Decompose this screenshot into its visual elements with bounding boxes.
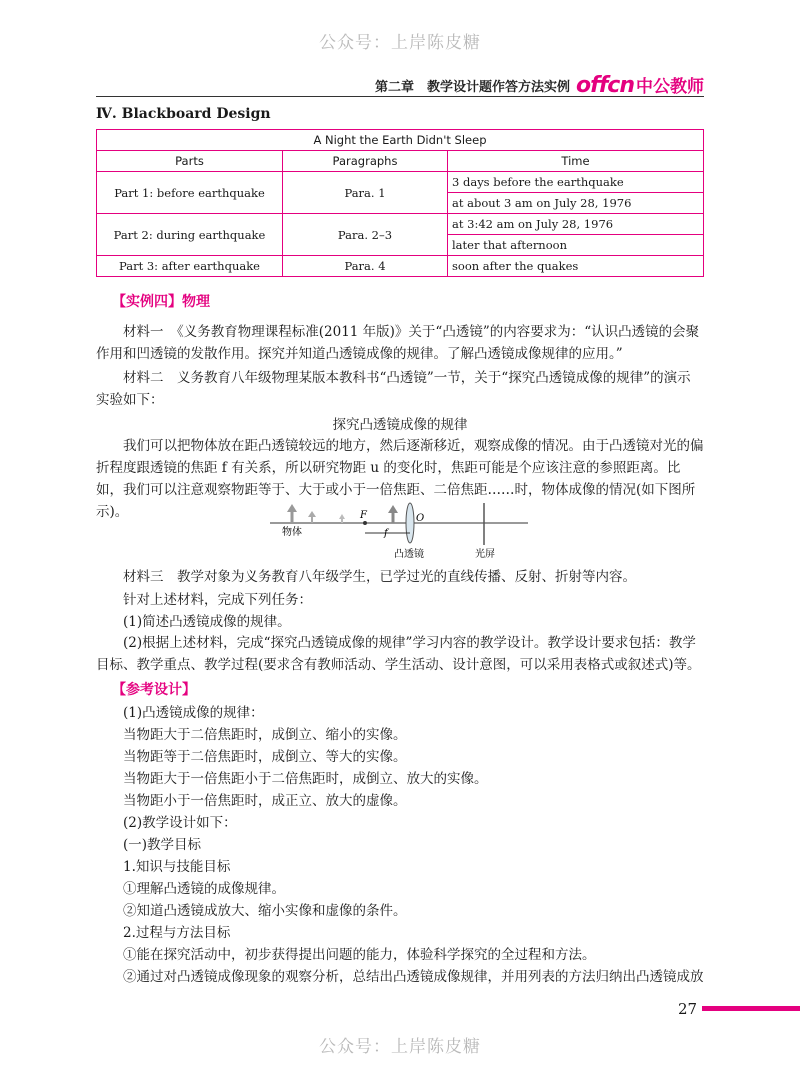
object-arrow-2-head (308, 511, 316, 517)
table-row (97, 172, 704, 193)
table-cell-time: later that afternoon (448, 235, 704, 256)
task-intro: 针对上述材料，完成下列任务： (123, 592, 312, 608)
convex-lens (406, 503, 414, 543)
object-arrow-3-head (339, 514, 345, 519)
screen-label: 光屏 (475, 549, 495, 560)
table-title: A Night the Earth Didn't Sleep (97, 130, 704, 151)
object-arrow-4-head (388, 505, 398, 513)
chapter-title: 第二章 教学设计题作答方法实例 (375, 79, 571, 95)
table-header-parts: Parts (97, 151, 283, 172)
focus-dot (363, 521, 367, 525)
goal-1-item: ②知道凸透镜成放大、缩小实像和虚像的条件。 (123, 903, 407, 919)
goal-heading: (一)教学目标 (123, 837, 202, 853)
table-row (97, 256, 704, 277)
table-cell-time: at 3:42 am on July 28, 1976 (448, 214, 704, 235)
goal-2-item: ①能在探究活动中，初步获得提出问题的能力，体验科学探究的全过程和方法。 (123, 947, 596, 963)
answer-1-line: 当物距大于二倍焦距时，成倒立、缩小的实像。 (123, 727, 407, 743)
answer-1-line: 当物距等于二倍焦距时，成倒立、等大的实像。 (123, 749, 407, 765)
brand-logo (576, 72, 704, 98)
table-row (97, 214, 704, 235)
focus-label: F (360, 510, 367, 521)
table-header-time: Time (448, 151, 704, 172)
table-header-paragraphs: Paragraphs (283, 151, 448, 172)
goal-2-title: 2.过程与方法目标 (123, 925, 231, 941)
answer-1-line: 当物距小于一倍焦距时，成正立、放大的虚像。 (123, 793, 407, 809)
header-rule (96, 96, 704, 97)
object-label: 物体 (282, 527, 302, 538)
table-cell-time: soon after the quakes (448, 256, 704, 277)
table-cell-part: Part 2: during earthquake (97, 214, 283, 256)
table-cell-para: Para. 1 (283, 172, 448, 214)
table-cell-para: Para. 4 (283, 256, 448, 277)
page-number-bar (702, 1006, 800, 1011)
logo-en: offcn (576, 73, 634, 98)
table-cell-time: 3 days before the earthquake (448, 172, 704, 193)
object-arrow-1-head (287, 504, 297, 512)
logo-cn: 中公教师 (636, 77, 704, 97)
table-cell-part: Part 3: after earthquake (97, 256, 283, 277)
lens-label: 凸透镜 (394, 549, 424, 560)
goal-2-item: ②通过对凸透镜成像现象的观察分析，总结出凸透镜成像规律，并用列表的方法归纳出凸透镜成放 (123, 969, 704, 985)
center-label: O (416, 513, 425, 524)
table-cell-para: Para. 2–3 (283, 214, 448, 256)
experiment-title: 探究凸透镜成像的规律 (332, 417, 468, 433)
goal-1-item: ①理解凸透镜的成像规律。 (123, 881, 285, 897)
experiment-text: 我们可以把物体放在距凸透镜较远的地方，然后逐渐移近，观察成像的情况。由于凸透镜对光的偏折程度跟透镜的焦距 f 有关系，所以研究物距 u 的变化时，焦距可能是个应该注意的参照距离。比如，我们可以注意观察物距等于、大于或小于一倍焦距、二倍焦距……时，物体成像的情况(如下图所示)。 (96, 438, 704, 520)
table-cell-time: at about 3 am on July 28, 1976 (448, 193, 704, 214)
lens-diagram (270, 500, 532, 560)
blackboard-table (96, 129, 704, 277)
section-title: Ⅳ. Blackboard Design (96, 106, 271, 122)
task-2: (2)根据上述材料，完成“探究凸透镜成像的规律”学习内容的教学设计。教学设计要求包括：教学目标、教学重点、教学过程(要求含有教师活动、学生活动、设计意图，可以采用表格式或叙述式)等。 (96, 635, 701, 673)
page-header (375, 72, 704, 98)
material-2: 材料二 义务教育八年级物理某版本教科书“凸透镜”一节，关于“探究凸透镜成像的规律”的演示实验如下： (96, 370, 691, 408)
answer-1-title: (1)凸透镜成像的规律： (123, 705, 264, 721)
table-cell-part: Part 1: before earthquake (97, 172, 283, 214)
reference-heading: 【参考设计】 (112, 682, 196, 698)
watermark-bottom: 公众号：上岸陈皮糖 (319, 1037, 481, 1057)
answer-1-line: 当物距大于一倍焦距小于二倍焦距时，成倒立、放大的实像。 (123, 771, 488, 787)
example-heading: 【实例四】物理 (112, 294, 210, 310)
goal-1-title: 1.知识与技能目标 (123, 859, 231, 875)
watermark-top: 公众号：上岸陈皮糖 (319, 33, 481, 53)
material-3: 材料三 教学对象为义务教育八年级学生，已学过光的直线传播、反射、折射等内容。 (123, 569, 636, 585)
focal-length-label: f (384, 528, 388, 539)
task-1: (1)简述凸透镜成像的规律。 (123, 614, 291, 630)
page-number: 27 (678, 1000, 698, 1018)
material-1: 材料一 《义务教育物理课程标准(2011 年版)》关于“凸透镜”的内容要求为：“认识凸透镜的会聚作用和凹透镜的发散作用。探究并知道凸透镜成像的规律。了解凸透镜成像规律的应用。” (96, 324, 700, 362)
answer-2-title: (2)教学设计如下： (123, 815, 237, 831)
